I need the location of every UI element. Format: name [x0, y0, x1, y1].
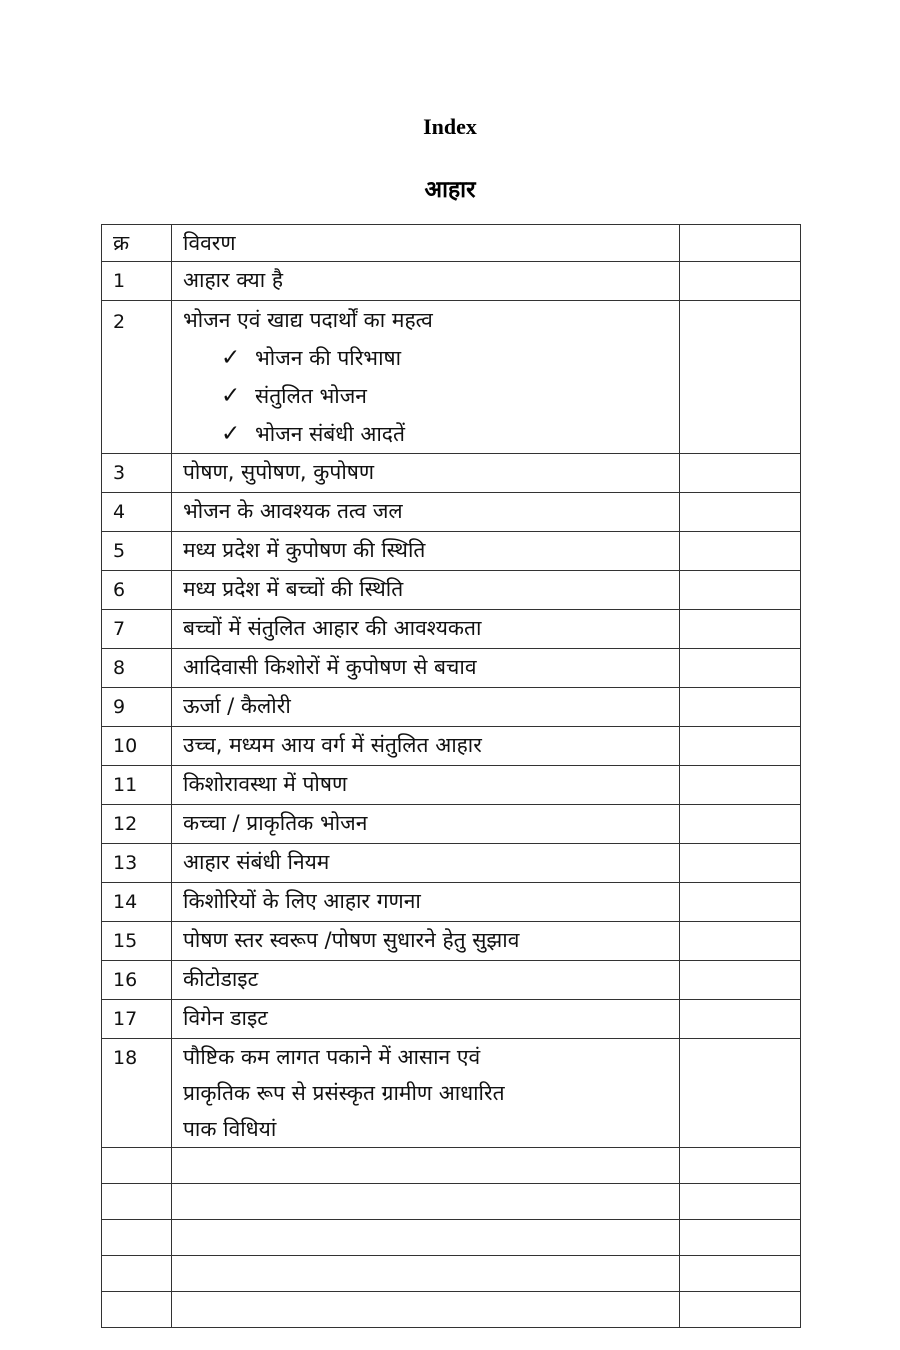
row-page: [680, 1039, 801, 1148]
row-page: [680, 649, 801, 688]
check-icon: ✓: [221, 383, 241, 409]
row-desc: आहार संबंधी नियम: [172, 844, 680, 883]
row-desc: विगेन डाइट: [172, 1000, 680, 1039]
table-row: [102, 649, 801, 688]
row-desc: कच्चा / प्राकृतिक भोजन: [172, 805, 680, 844]
row-desc: बच्चों में संतुलित आहार की आवश्यकता: [172, 610, 680, 649]
row-desc: कीटोडाइट: [172, 961, 680, 1000]
table-row: [102, 766, 801, 805]
row-num: 3: [102, 454, 172, 493]
row-num: 5: [102, 532, 172, 571]
row-num: 14: [102, 883, 172, 922]
header-page: [680, 225, 801, 262]
row-num: 13: [102, 844, 172, 883]
table-row: [102, 922, 801, 961]
row-num: 4: [102, 493, 172, 532]
row-page: [680, 805, 801, 844]
table-row: [102, 1039, 801, 1148]
row-page: [680, 532, 801, 571]
index-table: [101, 224, 801, 1328]
row-desc-line: पाक विधियां: [183, 1117, 277, 1141]
table-row: [102, 610, 801, 649]
row-desc: आदिवासी किशोरों में कुपोषण से बचाव: [172, 649, 680, 688]
table-row: [102, 961, 801, 1000]
row-desc: आहार क्या है: [172, 262, 680, 301]
check-icon: ✓: [221, 421, 241, 447]
empty-row: [102, 1148, 801, 1184]
row-num: 10: [102, 727, 172, 766]
table-row: [102, 493, 801, 532]
row-desc: किशोरियों के लिए आहार गणना: [172, 883, 680, 922]
row-desc: मध्य प्रदेश में कुपोषण की स्थिति: [172, 532, 680, 571]
sub-item: [183, 339, 679, 377]
row-num: 1: [102, 262, 172, 301]
table-row: [102, 727, 801, 766]
row-num: 8: [102, 649, 172, 688]
row-desc-line: प्राकृतिक रूप से प्रसंस्कृत ग्रामीण आधारित: [183, 1081, 505, 1105]
row-page: [680, 688, 801, 727]
row-page: [680, 844, 801, 883]
row-page: [680, 301, 801, 454]
table-row: [102, 532, 801, 571]
row-num: 6: [102, 571, 172, 610]
row-page: [680, 610, 801, 649]
sub-item-label: संतुलित भोजन: [255, 384, 367, 408]
page-title: Index: [423, 114, 477, 139]
table-row: [102, 262, 801, 301]
check-icon: ✓: [221, 345, 241, 371]
sub-item: [183, 377, 679, 415]
row-desc: उच्च, मध्यम आय वर्ग में संतुलित आहार: [172, 727, 680, 766]
row-desc-line: पौष्टिक कम लागत पकाने में आसान एवं: [183, 1045, 481, 1069]
empty-row: [102, 1292, 801, 1328]
row-desc: [172, 301, 680, 454]
sub-item-label: भोजन संबंधी आदतें: [255, 422, 405, 446]
table-row: [102, 805, 801, 844]
empty-row: [102, 1184, 801, 1220]
row-num: 15: [102, 922, 172, 961]
sub-item: [183, 415, 679, 453]
row-page: [680, 727, 801, 766]
header-num: क्र: [102, 225, 172, 262]
row-num: 2: [102, 301, 172, 454]
row-page: [680, 571, 801, 610]
row-page: [680, 961, 801, 1000]
row-desc: भोजन के आवश्यक तत्व जल: [172, 493, 680, 532]
row-desc: किशोरावस्था में पोषण: [172, 766, 680, 805]
table-row: [102, 301, 801, 454]
row-page: [680, 766, 801, 805]
table-row: [102, 1000, 801, 1039]
empty-row: [102, 1256, 801, 1292]
row-num: 9: [102, 688, 172, 727]
row-desc-text: भोजन एवं खाद्य पदार्थों का महत्व: [183, 308, 433, 332]
table-row: [102, 883, 801, 922]
row-desc: मध्य प्रदेश में बच्चों की स्थिति: [172, 571, 680, 610]
sub-item-label: भोजन की परिभाषा: [255, 346, 402, 370]
row-page: [680, 883, 801, 922]
row-page: [680, 454, 801, 493]
row-num: 7: [102, 610, 172, 649]
page-subtitle: आहार: [424, 177, 476, 203]
table-header-row: [102, 225, 801, 262]
row-page: [680, 922, 801, 961]
row-desc: [172, 1039, 680, 1148]
row-desc: पोषण स्तर स्वरूप /पोषण सुधारने हेतु सुझाव: [172, 922, 680, 961]
row-num: 18: [102, 1039, 172, 1148]
row-num: 11: [102, 766, 172, 805]
row-page: [680, 493, 801, 532]
row-page: [680, 262, 801, 301]
row-num: 17: [102, 1000, 172, 1039]
table-row: [102, 571, 801, 610]
row-num: 12: [102, 805, 172, 844]
empty-row: [102, 1220, 801, 1256]
table-row: [102, 454, 801, 493]
row-num: 16: [102, 961, 172, 1000]
table-row: [102, 688, 801, 727]
row-desc: पोषण, सुपोषण, कुपोषण: [172, 454, 680, 493]
row-desc: ऊर्जा / कैलोरी: [172, 688, 680, 727]
table-row: [102, 844, 801, 883]
row-page: [680, 1000, 801, 1039]
header-desc: विवरण: [172, 225, 680, 262]
